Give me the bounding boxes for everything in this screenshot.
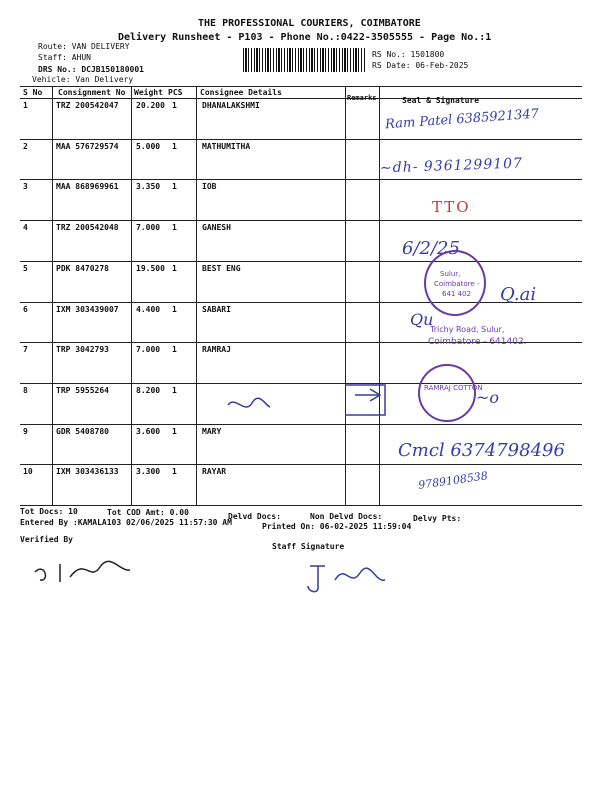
rs-date: RS Date: 06-Feb-2025 <box>372 61 469 70</box>
sabari-stamp-line-1: Trichy Road, Sulur, <box>430 325 505 334</box>
row-divider <box>20 220 582 221</box>
sabari-stamp-line-2: Coimbatore - 641402. <box>428 337 527 347</box>
col-header-remarks: Remarks <box>347 94 377 102</box>
row-weight: 3.300 <box>136 467 161 477</box>
barcode-graphic <box>243 48 365 72</box>
col-divider <box>131 86 132 505</box>
col-header-pcs: PCS <box>168 88 183 97</box>
row-sno: 5 <box>23 263 28 273</box>
signature-row-9: Cmcl 6374798496 <box>398 440 565 461</box>
non-delivered-docs: Non Delvd Docs: <box>310 512 383 521</box>
signature-phone-2: 9361299107 <box>423 155 524 175</box>
row-divider <box>20 261 582 262</box>
row-divider <box>20 179 582 180</box>
col-header-seal: Seal & Signature <box>402 96 480 105</box>
col-header-consignee: Consignee Details <box>200 88 282 97</box>
signature-row-1: Ram Patel 6385921347 <box>384 106 540 133</box>
row-consignment-no: TRP 5955264 <box>56 385 109 395</box>
col-header-sno: S No <box>23 88 43 97</box>
row-pcs: 1 <box>172 426 177 436</box>
stamp-line-2: Coimbatore - <box>434 280 480 288</box>
scribble-mark: ~dh- <box>379 158 425 177</box>
row-sno: 3 <box>23 182 28 192</box>
company-name: THE PROFESSIONAL COURIERS, COIMBATORE <box>198 18 421 29</box>
row-weight: 8.200 <box>136 385 161 395</box>
delivery-points: Delvy Pts: <box>413 514 462 523</box>
row-sno: 8 <box>23 385 28 395</box>
table-top-border <box>20 86 582 87</box>
row-consignment-no: IXM 303439007 <box>56 304 119 314</box>
printed-on: Printed On: 06-02-2025 11:59:04 <box>262 522 412 531</box>
row-pcs: 1 <box>172 101 177 110</box>
col-divider <box>345 86 346 505</box>
row-consignee: DHANALAKSHMI <box>202 101 260 110</box>
row-consignment-no: TRP 3042793 <box>56 345 109 355</box>
signature-row-10: 9789108538 <box>417 469 489 492</box>
vehicle-label: Vehicle: Van Delivery <box>32 75 134 84</box>
row-weight: 19.500 <box>136 263 165 273</box>
total-cod: Tot COD Amt: 0.00 <box>107 508 189 517</box>
row-sno: 4 <box>23 223 28 233</box>
signature-row-2 <box>380 156 523 177</box>
row-pcs: 1 <box>172 141 177 151</box>
row-pcs: 1 <box>172 223 177 233</box>
signature-row-7: ~o <box>476 388 500 407</box>
total-docs: Tot Docs: 10 <box>20 507 78 516</box>
row-pcs: 1 <box>172 304 177 314</box>
rs-number: RS No.: 1501800 <box>372 50 445 59</box>
row-divider <box>20 464 582 465</box>
table-bottom-border <box>20 505 582 506</box>
row-weight: 7.000 <box>136 345 161 355</box>
row-consignee: GANESH <box>202 223 231 233</box>
signature-row-4: 6/2/25 <box>402 238 460 259</box>
col-divider <box>379 86 380 505</box>
row-sno: 7 <box>23 345 28 355</box>
row-consignment-no: MAA 868969961 <box>56 182 119 192</box>
signature-row-5: Q.ai <box>500 284 537 305</box>
staff-signature-label: Staff Signature <box>272 542 345 551</box>
col-divider <box>52 86 53 505</box>
table-header-border <box>20 98 582 99</box>
row-divider <box>20 302 582 303</box>
row-weight: 5.000 <box>136 141 161 151</box>
row-sno: 10 <box>23 467 33 477</box>
row-weight: 4.400 <box>136 304 161 314</box>
staff-signature <box>300 558 400 598</box>
row-consignment-no: TRZ 200542047 <box>56 101 119 110</box>
row-weight: 3.600 <box>136 426 161 436</box>
row-consignment-no: IXM 303436133 <box>56 467 119 477</box>
ramraj-stamp-text: RAMRAJ COTTON <box>424 384 483 392</box>
drs-number: DRS No.: DCJB150180001 <box>38 65 144 74</box>
row-consignee: SABARI <box>202 304 231 314</box>
row-sno: 6 <box>23 304 28 314</box>
col-header-consignment: Consignment No <box>58 88 126 97</box>
row-sno: 9 <box>23 426 28 436</box>
col-header-weight: Weight <box>134 88 163 97</box>
row-consignee: RAMRAJ <box>202 345 231 355</box>
row-weight: 7.000 <box>136 223 161 233</box>
verified-signature <box>30 552 150 587</box>
row-consignee: RAYAR <box>202 467 227 477</box>
verified-by-label: Verified By <box>20 535 73 544</box>
row-consignee: MARY <box>202 426 222 436</box>
staff-label: Staff: AHUN <box>38 53 91 62</box>
ramraj-stamp <box>418 364 476 422</box>
signature-row-3: TTO <box>432 198 471 216</box>
delivered-docs: Delvd Docs: <box>228 512 281 521</box>
row-consignee: BEST ENG <box>202 263 241 273</box>
row-pcs: 1 <box>172 345 177 355</box>
row-pcs: 1 <box>172 263 177 273</box>
row-pcs: 1 <box>172 467 177 477</box>
row-consignment-no: PDK 8470278 <box>56 263 109 273</box>
row-weight: 20.200 <box>136 101 165 110</box>
row-8-scribble <box>210 375 410 425</box>
row-consignment-no: TRZ 200542048 <box>56 223 119 233</box>
row-consignment-no: MAA 576729574 <box>56 141 119 151</box>
entered-by: Entered By :KAMALA103 02/06/2025 11:57:30 AM <box>20 518 232 527</box>
row-consignee: IOB <box>202 182 217 192</box>
row-weight: 3.350 <box>136 182 161 192</box>
row-pcs: 1 <box>172 182 177 192</box>
row-sno: 2 <box>23 141 28 151</box>
row-consignment-no: GDR 5408780 <box>56 426 109 436</box>
stamp-line-3: 641 402 <box>442 290 471 298</box>
stamp-line-1: Sulur, <box>440 270 461 278</box>
row-pcs: 1 <box>172 385 177 395</box>
col-divider <box>196 86 197 505</box>
row-divider <box>20 139 582 140</box>
runsheet-title: Delivery Runsheet - P103 - Phone No.:0422-3505555 - Page No.:1 <box>118 32 492 43</box>
signature-row-6: Qu <box>410 310 434 329</box>
row-sno: 1 <box>23 101 28 110</box>
route-label: Route: VAN DELIVERY <box>38 42 130 51</box>
row-consignee: MATHUMITHA <box>202 141 251 151</box>
